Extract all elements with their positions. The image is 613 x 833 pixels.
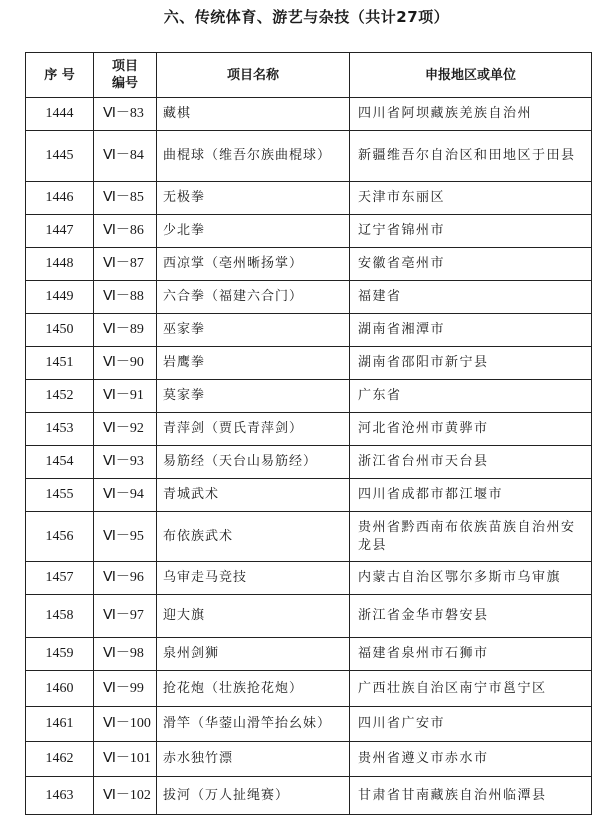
row-name: 易筋经（天台山易筋经） bbox=[157, 446, 350, 479]
row-code: Ⅵ－88 bbox=[94, 281, 157, 314]
row-name: 青城武术 bbox=[157, 479, 350, 512]
row-seq: 1457 bbox=[26, 562, 94, 595]
table-row bbox=[26, 347, 592, 380]
row-code: Ⅵ－85 bbox=[94, 182, 157, 215]
row-code: Ⅵ－93 bbox=[94, 446, 157, 479]
row-seq: 1460 bbox=[26, 671, 94, 707]
row-code: Ⅵ－100 bbox=[94, 707, 157, 742]
row-region: 甘肃省甘南藏族自治州临潭县 bbox=[350, 777, 592, 815]
row-seq: 1462 bbox=[26, 742, 94, 777]
row-code: Ⅵ－87 bbox=[94, 248, 157, 281]
row-region: 河北省沧州市黄骅市 bbox=[350, 413, 592, 446]
table-row bbox=[26, 131, 592, 182]
heritage-table bbox=[25, 52, 592, 815]
table-body bbox=[26, 98, 592, 815]
table-row bbox=[26, 671, 592, 707]
row-name: 抢花炮（壮族抢花炮） bbox=[157, 671, 350, 707]
row-region: 湖南省邵阳市新宁县 bbox=[350, 347, 592, 380]
table-row bbox=[26, 512, 592, 562]
row-seq: 1444 bbox=[26, 98, 94, 131]
row-region: 浙江省金华市磐安县 bbox=[350, 595, 592, 638]
row-region: 安徽省亳州市 bbox=[350, 248, 592, 281]
table-row bbox=[26, 638, 592, 671]
table-row bbox=[26, 314, 592, 347]
row-name: 泉州剑狮 bbox=[157, 638, 350, 671]
row-name: 拔河（万人扯绳赛） bbox=[157, 777, 350, 815]
row-region: 四川省广安市 bbox=[350, 707, 592, 742]
table-row bbox=[26, 182, 592, 215]
table-row bbox=[26, 595, 592, 638]
row-name: 无极拳 bbox=[157, 182, 350, 215]
row-seq: 1461 bbox=[26, 707, 94, 742]
row-code: Ⅵ－94 bbox=[94, 479, 157, 512]
row-name: 赤水独竹漂 bbox=[157, 742, 350, 777]
table-row bbox=[26, 248, 592, 281]
row-name: 莫家拳 bbox=[157, 380, 350, 413]
row-region: 福建省 bbox=[350, 281, 592, 314]
row-seq: 1456 bbox=[26, 512, 94, 562]
row-code: Ⅵ－84 bbox=[94, 131, 157, 182]
row-region: 广东省 bbox=[350, 380, 592, 413]
row-seq: 1446 bbox=[26, 182, 94, 215]
row-region: 广西壮族自治区南宁市邕宁区 bbox=[350, 671, 592, 707]
row-code: Ⅵ－101 bbox=[94, 742, 157, 777]
row-region: 福建省泉州市石狮市 bbox=[350, 638, 592, 671]
row-name: 六合拳（福建六合门） bbox=[157, 281, 350, 314]
row-region: 贵州省遵义市赤水市 bbox=[350, 742, 592, 777]
row-seq: 1450 bbox=[26, 314, 94, 347]
table-row bbox=[26, 413, 592, 446]
row-seq: 1452 bbox=[26, 380, 94, 413]
row-code: Ⅵ－83 bbox=[94, 98, 157, 131]
row-name: 藏棋 bbox=[157, 98, 350, 131]
row-name: 滑竿（华蓥山滑竿抬幺妹） bbox=[157, 707, 350, 742]
header-name: 项目名称 bbox=[157, 53, 350, 98]
row-code: Ⅵ－95 bbox=[94, 512, 157, 562]
table-row bbox=[26, 446, 592, 479]
table-row bbox=[26, 479, 592, 512]
table-row bbox=[26, 98, 592, 131]
row-name: 布依族武术 bbox=[157, 512, 350, 562]
row-code: Ⅵ－96 bbox=[94, 562, 157, 595]
header-seq: 序 号 bbox=[26, 53, 94, 98]
row-name: 少北拳 bbox=[157, 215, 350, 248]
row-seq: 1448 bbox=[26, 248, 94, 281]
row-seq: 1455 bbox=[26, 479, 94, 512]
page-title: 六、传统体育、游艺与杂技（共计27项） bbox=[163, 8, 450, 26]
header-code-line2: 编号 bbox=[111, 76, 138, 91]
row-code: Ⅵ－91 bbox=[94, 380, 157, 413]
row-name: 巫家拳 bbox=[157, 314, 350, 347]
row-code: Ⅵ－102 bbox=[94, 777, 157, 815]
table-header-row bbox=[26, 53, 592, 98]
row-region: 内蒙古自治区鄂尔多斯市乌审旗 bbox=[350, 562, 592, 595]
row-seq: 1451 bbox=[26, 347, 94, 380]
header-code bbox=[94, 53, 157, 98]
row-region: 湖南省湘潭市 bbox=[350, 314, 592, 347]
row-code: Ⅵ－89 bbox=[94, 314, 157, 347]
table-row bbox=[26, 281, 592, 314]
table-row bbox=[26, 777, 592, 815]
header-region: 申报地区或单位 bbox=[350, 53, 592, 98]
row-region: 天津市东丽区 bbox=[350, 182, 592, 215]
row-region: 辽宁省锦州市 bbox=[350, 215, 592, 248]
table-row bbox=[26, 707, 592, 742]
row-name: 迎大旗 bbox=[157, 595, 350, 638]
row-code: Ⅵ－99 bbox=[94, 671, 157, 707]
row-name: 青萍剑（贾氏青萍剑） bbox=[157, 413, 350, 446]
row-name: 乌审走马竞技 bbox=[157, 562, 350, 595]
row-seq: 1463 bbox=[26, 777, 94, 815]
row-name: 曲棍球（维吾尔族曲棍球） bbox=[157, 131, 350, 182]
header-code-line1: 项目 bbox=[111, 59, 138, 74]
row-code: Ⅵ－86 bbox=[94, 215, 157, 248]
row-seq: 1454 bbox=[26, 446, 94, 479]
row-seq: 1459 bbox=[26, 638, 94, 671]
row-seq: 1453 bbox=[26, 413, 94, 446]
table-row bbox=[26, 562, 592, 595]
table-row bbox=[26, 742, 592, 777]
row-seq: 1449 bbox=[26, 281, 94, 314]
row-region: 贵州省黔西南布依族苗族自治州安龙县 bbox=[350, 512, 592, 562]
row-code: Ⅵ－90 bbox=[94, 347, 157, 380]
table-row bbox=[26, 215, 592, 248]
row-seq: 1458 bbox=[26, 595, 94, 638]
table-row bbox=[26, 380, 592, 413]
row-code: Ⅵ－97 bbox=[94, 595, 157, 638]
row-region: 四川省阿坝藏族羌族自治州 bbox=[350, 98, 592, 131]
row-region: 四川省成都市都江堰市 bbox=[350, 479, 592, 512]
row-seq: 1447 bbox=[26, 215, 94, 248]
row-name: 岩鹰拳 bbox=[157, 347, 350, 380]
row-seq: 1445 bbox=[26, 131, 94, 182]
row-region: 浙江省台州市天台县 bbox=[350, 446, 592, 479]
row-code: Ⅵ－98 bbox=[94, 638, 157, 671]
row-code: Ⅵ－92 bbox=[94, 413, 157, 446]
row-name: 西凉掌（亳州晰扬掌） bbox=[157, 248, 350, 281]
row-region: 新疆维吾尔自治区和田地区于田县 bbox=[350, 131, 592, 182]
